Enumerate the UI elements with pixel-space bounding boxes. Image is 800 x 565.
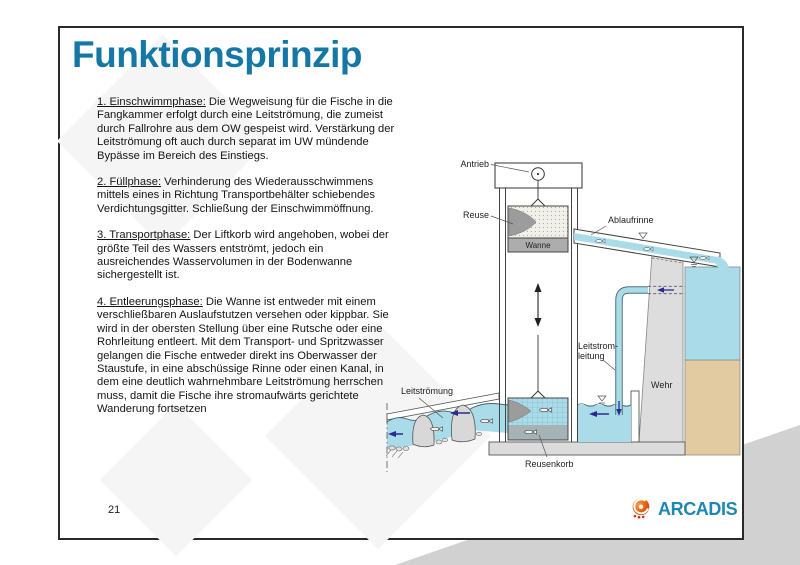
label-reuse: Reuse [462,210,489,220]
label-leitstromleitung-1: Leitstrom- [578,341,619,351]
paragraph-lead: 2. Füllphase: [97,176,162,189]
label-antrieb: Antrieb [460,159,489,169]
base-slab [489,442,685,455]
chamber-water [577,405,631,442]
paragraph-einschwimmphase [97,96,395,163]
paragraph-body: Die Wanne ist entweder mit einem verschließbaren Auslaufstutzen versehen oder kippbar. Sie wird in der obersten Stellung über eine Rutsche oder eine Rohrleitung entleert. Mit dem Transport- und Spritzwasser gelangen die Fische entweder direkt ins Oberwasser der Staustufe, in eine abschüssige Rinne oder einen Kanal, in dem eine deutlich wahrnehmbare Leitströmung herrschen muss, damit die Fische ihre stromaufwärts gerichtete Wanderung fortsetzen [97,295,389,416]
water-level-icon [639,233,647,241]
chamber-pillar [631,391,639,442]
paragraph-lead: 3. Transportphase: [97,229,191,242]
paragraph-entleerungsphase [97,296,395,417]
label-wehr: Wehr [651,380,673,390]
fish-icon [481,419,493,423]
fish-icon [643,247,653,251]
arcadis-gecko-icon [630,498,652,520]
drive-pulley-center [537,173,539,175]
paragraph-body: Verhinderung des Wiederausschwimmens mittels eines in Richtung Transportbehälter schiebendes Verdichtungsgitter. Schließung der Einschwimmöffnung. [97,176,375,215]
paragraph-lead: 1. Einschwimmphase: [97,96,206,108]
label-leitstromleitung-2: leitung [578,351,605,361]
page-number: 21 [108,504,121,516]
phase-text-column [97,96,395,430]
fish-icon [525,430,537,434]
paragraph-body: Der Liftkorb wird angehoben, wobei der größte Teil des Wassers entströmt, jedoch ein ausreichendes Wasservolumen in der Bodenwanne sichergestellt ist. [97,229,389,282]
fish-lift-diagram [382,127,754,499]
arcadis-logo-text: ARCADIS [658,498,738,519]
water-level-icon [598,396,606,403]
slide-title: Funktionsprinzip [72,34,363,75]
travel-double-arrow-icon [535,283,542,327]
reusenkorb-bodenwanne [508,425,568,440]
ground-hatching [386,450,403,458]
label-ablaufrinne: Ablaufrinne [608,215,654,225]
fish-icon [595,239,605,243]
wehr-wall [639,254,683,442]
slide [58,26,744,540]
paragraph-body: Die Wegweisung für die Fische in die Fangkammer erfolgt durch eine Leitströmung, die zumeist durch Fallrohre aus dem OW gespeist wird. Verstärkung der Leitströmung oft auch durch separat im UW mündende Bypässe im Bereich des Einstiegs. [97,96,395,162]
label-leitstroemung: Leitströmung [401,386,454,396]
paragraph-lead: 4. Entleerungsphase: [97,295,203,308]
fish-icon [540,408,552,412]
hoist-cable-lower [531,335,545,398]
arcadis-logo [630,498,737,520]
label-reusenkorb: Reusenkorb [525,459,574,469]
ow-water [685,267,740,360]
paragraph-fuellphase [97,176,395,216]
label-wanne: Wanne [525,241,551,250]
fish-icon [431,427,443,431]
paragraph-transportphase [97,229,395,283]
fish-icon [699,256,709,260]
ow-ground [685,360,740,455]
